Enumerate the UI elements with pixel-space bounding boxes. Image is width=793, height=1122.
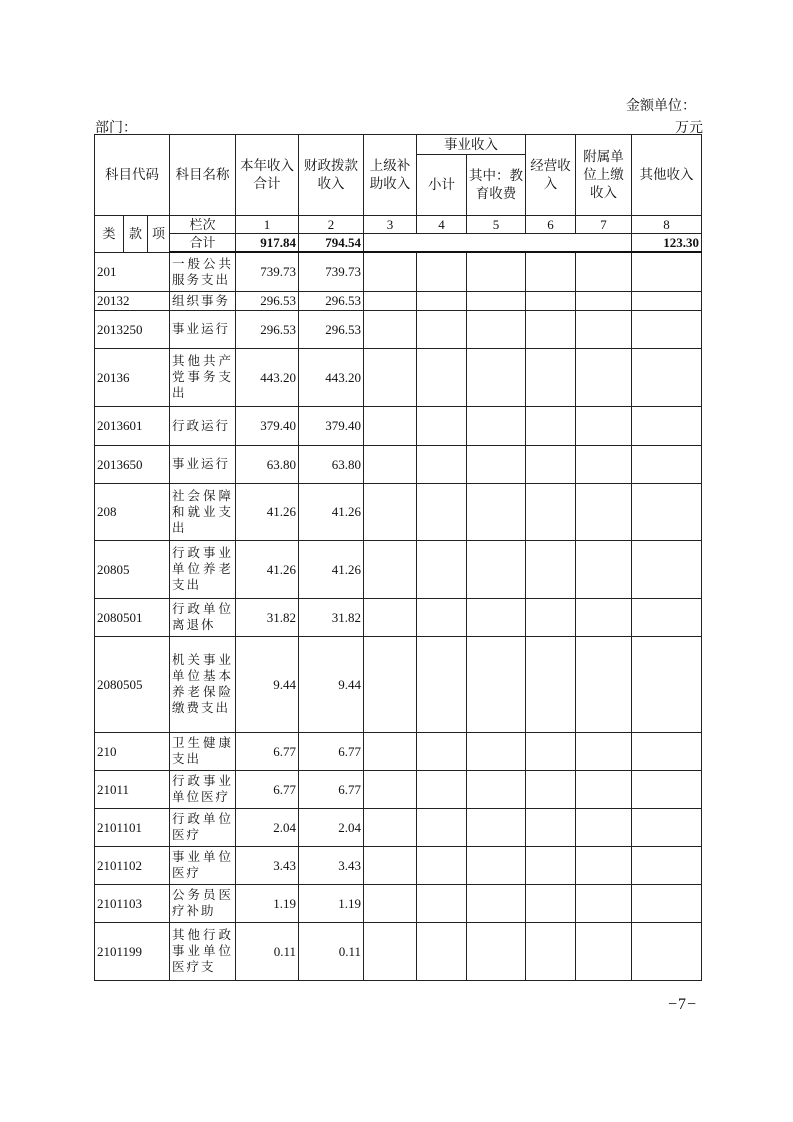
header-annual-total: 本年收入合计 — [236, 135, 299, 216]
row-education — [467, 252, 526, 291]
row-subtotal — [417, 846, 467, 884]
total-annual: 917.84 — [236, 234, 299, 253]
row-name: 公务员医疗补助 — [170, 884, 236, 922]
row-affiliate — [576, 291, 632, 310]
row-fiscal: 41.26 — [299, 540, 364, 598]
row-education — [467, 483, 526, 540]
row-affiliate — [576, 252, 632, 291]
row-superior — [364, 310, 417, 348]
row-code: 2013650 — [95, 445, 170, 483]
row-fiscal: 9.44 — [299, 636, 364, 732]
row-fiscal: 443.20 — [299, 348, 364, 406]
col-num: 5 — [467, 216, 526, 234]
row-education — [467, 291, 526, 310]
row-other — [632, 846, 702, 884]
col-num: 8 — [632, 216, 702, 234]
income-table — [94, 134, 702, 981]
header-business: 事业收入 — [417, 135, 526, 155]
data-rows — [95, 252, 702, 980]
row-superior — [364, 252, 417, 291]
row-annual-total: 3.43 — [236, 846, 299, 884]
table-row — [95, 846, 702, 884]
row-other — [632, 483, 702, 540]
row-operating — [526, 291, 576, 310]
row-operating — [526, 445, 576, 483]
row-fiscal: 41.26 — [299, 483, 364, 540]
row-affiliate — [576, 808, 632, 846]
row-name: 行政事业单位医疗 — [170, 770, 236, 808]
col-num: 2 — [299, 216, 364, 234]
row-annual-total: 31.82 — [236, 598, 299, 636]
row-name: 行政单位医疗 — [170, 808, 236, 846]
row-other — [632, 636, 702, 732]
row-fiscal: 296.53 — [299, 291, 364, 310]
row-annual-total: 6.77 — [236, 732, 299, 770]
header-fiscal: 财政拨款收入 — [299, 135, 364, 216]
row-annual-total: 296.53 — [236, 291, 299, 310]
row-education — [467, 922, 526, 980]
amount-unit-label: 金额单位： — [626, 99, 696, 114]
header-superior: 上级补助收入 — [364, 135, 417, 216]
row-fiscal: 3.43 — [299, 846, 364, 884]
row-superior — [364, 732, 417, 770]
header-kuan: 款 — [124, 216, 148, 253]
table-row — [95, 445, 702, 483]
row-education — [467, 884, 526, 922]
row-code: 2013250 — [95, 310, 170, 348]
row-operating — [526, 884, 576, 922]
row-fiscal: 739.73 — [299, 252, 364, 291]
amount-unit-value: 万元 — [675, 121, 703, 136]
col-num: 4 — [417, 216, 467, 234]
row-affiliate — [576, 598, 632, 636]
row-subtotal — [417, 808, 467, 846]
row-annual-total: 296.53 — [236, 310, 299, 348]
row-superior — [364, 540, 417, 598]
row-code: 2013601 — [95, 406, 170, 445]
row-annual-total: 41.26 — [236, 540, 299, 598]
col-num: 6 — [526, 216, 576, 234]
row-operating — [526, 310, 576, 348]
row-subtotal — [417, 922, 467, 980]
row-operating — [526, 636, 576, 732]
row-name: 社会保障和就业支出 — [170, 483, 236, 540]
row-code: 21011 — [95, 770, 170, 808]
row-affiliate — [576, 445, 632, 483]
table-row — [95, 598, 702, 636]
row-superior — [364, 291, 417, 310]
row-subtotal — [417, 598, 467, 636]
table-row — [95, 310, 702, 348]
row-code: 2101199 — [95, 922, 170, 980]
table-row — [95, 808, 702, 846]
row-fiscal: 6.77 — [299, 770, 364, 808]
row-superior — [364, 808, 417, 846]
row-operating — [526, 540, 576, 598]
table-row — [95, 636, 702, 732]
row-name: 行政单位离退休 — [170, 598, 236, 636]
header-other: 其他收入 — [632, 135, 702, 216]
row-affiliate — [576, 483, 632, 540]
row-education — [467, 406, 526, 445]
row-code: 208 — [95, 483, 170, 540]
row-code: 2101101 — [95, 808, 170, 846]
row-operating — [526, 348, 576, 406]
row-other — [632, 884, 702, 922]
row-other — [632, 406, 702, 445]
row-superior — [364, 406, 417, 445]
row-annual-total: 9.44 — [236, 636, 299, 732]
row-annual-total: 6.77 — [236, 770, 299, 808]
row-subtotal — [417, 445, 467, 483]
table-row — [95, 483, 702, 540]
row-fiscal: 6.77 — [299, 732, 364, 770]
row-superior — [364, 884, 417, 922]
row-education — [467, 540, 526, 598]
row-other — [632, 922, 702, 980]
row-name: 行政运行 — [170, 406, 236, 445]
row-fiscal: 63.80 — [299, 445, 364, 483]
row-subtotal — [417, 483, 467, 540]
row-affiliate — [576, 310, 632, 348]
row-affiliate — [576, 770, 632, 808]
header-education: 其中：教育收费 — [467, 155, 526, 216]
row-education — [467, 846, 526, 884]
row-operating — [526, 770, 576, 808]
row-other — [632, 540, 702, 598]
row-fiscal: 1.19 — [299, 884, 364, 922]
total-empty-cell — [576, 234, 632, 253]
table-row — [95, 732, 702, 770]
total-fiscal: 794.54 — [299, 234, 364, 253]
row-name: 事业运行 — [170, 445, 236, 483]
row-name: 事业运行 — [170, 310, 236, 348]
row-name: 行政事业单位养老支出 — [170, 540, 236, 598]
row-fiscal: 31.82 — [299, 598, 364, 636]
table-row — [95, 770, 702, 808]
header-subject-name: 科目名称 — [170, 135, 236, 216]
row-subtotal — [417, 348, 467, 406]
row-education — [467, 598, 526, 636]
row-operating — [526, 732, 576, 770]
row-name: 组织事务 — [170, 291, 236, 310]
row-name: 一般公共服务支出 — [170, 252, 236, 291]
row-affiliate — [576, 348, 632, 406]
row-name: 事业单位医疗 — [170, 846, 236, 884]
header-operating: 经营收入 — [526, 135, 576, 216]
row-affiliate — [576, 540, 632, 598]
header-lanci: 栏次 — [170, 216, 236, 234]
row-code: 20805 — [95, 540, 170, 598]
row-annual-total: 379.40 — [236, 406, 299, 445]
row-education — [467, 310, 526, 348]
table-row — [95, 252, 702, 291]
row-code: 20136 — [95, 348, 170, 406]
header-subtotal: 小计 — [417, 155, 467, 216]
row-superior — [364, 445, 417, 483]
row-fiscal: 379.40 — [299, 406, 364, 445]
row-education — [467, 348, 526, 406]
row-affiliate — [576, 732, 632, 770]
row-other — [632, 252, 702, 291]
row-code: 201 — [95, 252, 170, 291]
row-superior — [364, 636, 417, 732]
table-row — [95, 884, 702, 922]
row-annual-total: 63.80 — [236, 445, 299, 483]
row-other — [632, 348, 702, 406]
row-name: 其他共产党事务支出 — [170, 348, 236, 406]
row-annual-total: 2.04 — [236, 808, 299, 846]
row-fiscal: 2.04 — [299, 808, 364, 846]
row-other — [632, 732, 702, 770]
row-name: 卫生健康支出 — [170, 732, 236, 770]
row-annual-total: 0.11 — [236, 922, 299, 980]
row-subtotal — [417, 291, 467, 310]
total-empty-cell — [526, 234, 576, 253]
row-fiscal: 296.53 — [299, 310, 364, 348]
col-num: 3 — [364, 216, 417, 234]
row-education — [467, 808, 526, 846]
row-education — [467, 732, 526, 770]
row-superior — [364, 846, 417, 884]
header-affiliate: 附属单位上缴收入 — [576, 135, 632, 216]
row-fiscal: 0.11 — [299, 922, 364, 980]
row-operating — [526, 846, 576, 884]
department-label: 部门： — [95, 121, 137, 136]
row-subtotal — [417, 406, 467, 445]
row-other — [632, 598, 702, 636]
total-empty-cell — [364, 234, 417, 253]
row-code: 2101103 — [95, 884, 170, 922]
table-row — [95, 291, 702, 310]
row-operating — [526, 598, 576, 636]
row-code: 2101102 — [95, 846, 170, 884]
row-code: 20132 — [95, 291, 170, 310]
row-name: 其他行政事业单位医疗支 — [170, 922, 236, 980]
row-other — [632, 770, 702, 808]
row-subtotal — [417, 540, 467, 598]
row-education — [467, 770, 526, 808]
header-lei: 类 — [95, 216, 124, 253]
row-affiliate — [576, 406, 632, 445]
row-other — [632, 291, 702, 310]
row-subtotal — [417, 732, 467, 770]
row-subtotal — [417, 770, 467, 808]
page-number: −7− — [668, 996, 698, 1013]
row-annual-total: 1.19 — [236, 884, 299, 922]
row-superior — [364, 922, 417, 980]
row-annual-total: 41.26 — [236, 483, 299, 540]
row-affiliate — [576, 636, 632, 732]
row-superior — [364, 598, 417, 636]
row-code: 210 — [95, 732, 170, 770]
row-code: 2080505 — [95, 636, 170, 732]
row-subtotal — [417, 636, 467, 732]
total-other: 123.30 — [632, 234, 702, 253]
row-other — [632, 310, 702, 348]
row-superior — [364, 770, 417, 808]
table-row — [95, 348, 702, 406]
total-empty-cell — [467, 234, 526, 253]
col-num: 7 — [576, 216, 632, 234]
total-label: 合计 — [170, 234, 236, 253]
row-education — [467, 636, 526, 732]
row-subtotal — [417, 310, 467, 348]
row-affiliate — [576, 884, 632, 922]
row-name: 机关事业单位基本养老保险缴费支出 — [170, 636, 236, 732]
row-subtotal — [417, 252, 467, 291]
total-empty-cell — [417, 234, 467, 253]
row-affiliate — [576, 922, 632, 980]
row-other — [632, 808, 702, 846]
col-num: 1 — [236, 216, 299, 234]
row-annual-total: 739.73 — [236, 252, 299, 291]
row-operating — [526, 922, 576, 980]
row-operating — [526, 406, 576, 445]
table-row — [95, 540, 702, 598]
header-subject-code: 科目代码 — [95, 135, 170, 216]
row-operating — [526, 483, 576, 540]
row-annual-total: 443.20 — [236, 348, 299, 406]
row-subtotal — [417, 884, 467, 922]
row-affiliate — [576, 846, 632, 884]
row-superior — [364, 348, 417, 406]
row-operating — [526, 252, 576, 291]
table-row — [95, 922, 702, 980]
row-superior — [364, 483, 417, 540]
row-operating — [526, 808, 576, 846]
row-code: 2080501 — [95, 598, 170, 636]
header-xiang: 项 — [148, 216, 170, 253]
row-education — [467, 445, 526, 483]
row-other — [632, 445, 702, 483]
table-row — [95, 406, 702, 445]
